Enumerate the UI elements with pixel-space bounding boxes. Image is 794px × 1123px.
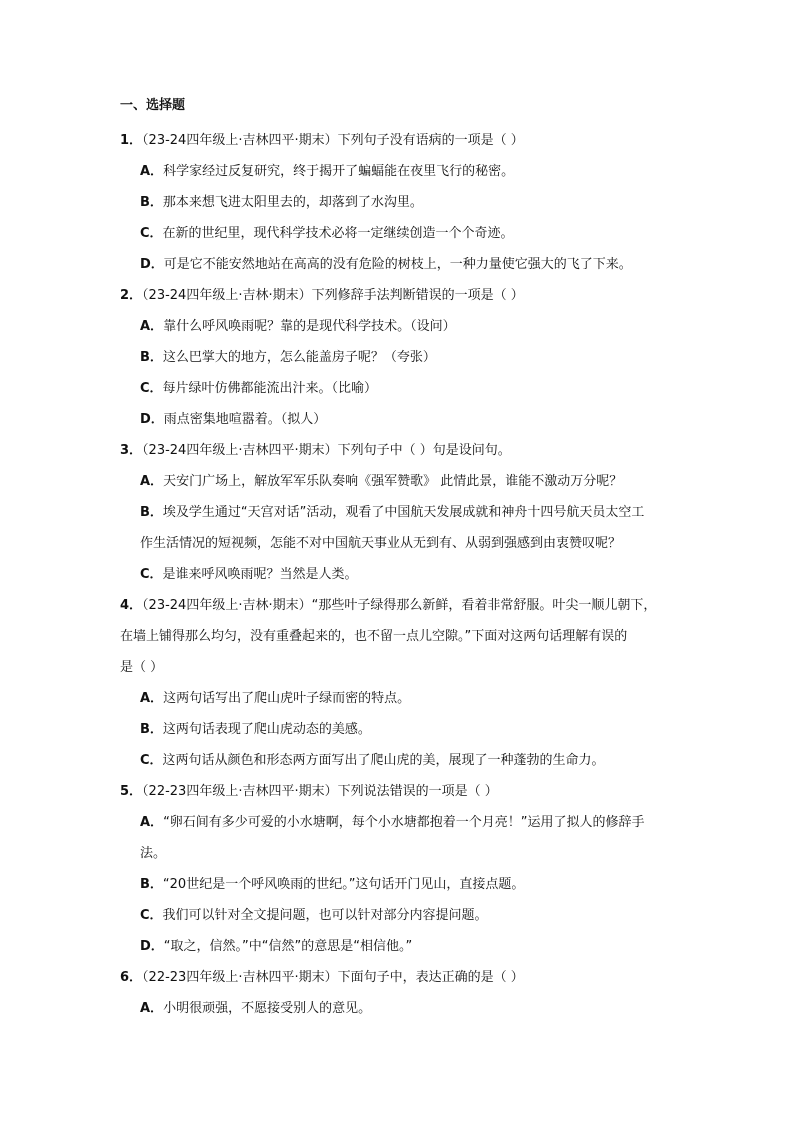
question-source: （23-24四年级上·吉林四平·期末） [142, 443, 338, 458]
option-a [120, 156, 680, 187]
option-text: “20世纪是一个呼风唤雨的世纪。”这句话开门见山，直接点题。 [162, 877, 525, 892]
option-letter: C． [140, 381, 163, 396]
question-source: （22-23四年级上·吉林四平·期末） [142, 970, 338, 985]
question-6 [120, 962, 680, 1024]
option-letter: B． [140, 350, 163, 365]
question-number: 1． [120, 133, 143, 148]
option-c [120, 900, 680, 931]
option-text: 这两句话表现了爬山虎动态的美感。 [162, 722, 371, 737]
option-letter: A． [140, 691, 164, 706]
option-b-continued: 作生活情况的短视频，怎能不对中国航天事业从无到有、从弱到强感到由衷赞叹呢？ [140, 536, 622, 551]
option-a [120, 807, 680, 838]
option-text: 靠什么呼风唤雨呢？靠的是现代科学技术。（设问） [163, 319, 456, 334]
option-letter: C． [140, 226, 163, 241]
option-text: 这么巴掌大的地方，怎么能盖房子呢？（夸张） [162, 350, 436, 365]
question-1 [120, 125, 680, 280]
question-text: “那些叶子绿得那么新鲜，看着非常舒服。叶尖一顺儿朝下， [311, 598, 657, 613]
question-number: 2． [120, 288, 143, 303]
option-text: 科学家经过反复研究，终于揭开了蝙蝠能在夜里飞行的秘密。 [163, 164, 515, 179]
question-source: （23-24四年级上·吉林·期末） [142, 288, 312, 303]
option-b [120, 497, 680, 528]
question-text: 下列修辞手法判断错误的一项是（ ） [311, 288, 524, 303]
question-3 [120, 435, 680, 590]
question-4 [120, 590, 680, 776]
option-letter: A． [140, 474, 164, 489]
question-text: 下列句子中（ ）句是设问句。 [337, 443, 511, 458]
question-stem [120, 776, 680, 807]
question-number: 4． [120, 598, 143, 613]
option-letter: B． [140, 195, 163, 210]
option-text: “取之，信然。”中“信然”的意思是“相信他。” [163, 939, 413, 954]
question-number: 3． [120, 443, 143, 458]
question-number: 5． [120, 784, 143, 799]
option-b [120, 187, 680, 218]
option-letter: A． [140, 1001, 164, 1016]
option-letter: D． [140, 412, 164, 427]
option-letter: C． [140, 753, 163, 768]
option-letter: D． [140, 257, 164, 272]
option-text: 这两句话写出了爬山虎叶子绿而密的特点。 [163, 691, 411, 706]
option-letter: B． [140, 722, 163, 737]
option-b [120, 869, 680, 900]
option-text: 我们可以针对全文提问题，也可以针对部分内容提问题。 [162, 908, 488, 923]
question-text-line-2: 在墙上铺得那么均匀，没有重叠起来的，也不留一点儿空隙。”下面对这两句话理解有误的 [120, 629, 628, 644]
question-source: （23-24四年级上·吉林·期末） [142, 598, 312, 613]
question-text: 下面句子中，表达正确的是（ ） [337, 970, 524, 985]
section-title: 一、选择题 [120, 98, 186, 113]
option-c [120, 373, 680, 404]
option-letter: A． [140, 164, 164, 179]
question-source: （23-24四年级上·吉林四平·期末） [142, 133, 338, 148]
option-a [120, 993, 680, 1024]
option-letter: B． [140, 877, 163, 892]
option-letter: C． [140, 908, 163, 923]
option-a [120, 683, 680, 714]
option-a [120, 311, 680, 342]
option-text: 在新的世纪里，现代科学技术必将一定继续创造一个个奇迹。 [162, 226, 514, 241]
option-c [120, 218, 680, 249]
option-d [120, 404, 680, 435]
option-text: 雨点密集地喧嚣着。（拟人） [163, 412, 327, 427]
question-source: （22-23四年级上·吉林四平·期末） [142, 784, 338, 799]
option-c [120, 745, 680, 776]
option-a-continued: 法。 [140, 846, 167, 861]
question-text-line-3: 是（ ） [120, 660, 164, 675]
option-text: 这两句话从颜色和形态两方面写出了爬山虎的美，展现了一种蓬勃的生命力。 [162, 753, 605, 768]
option-text: 每片绿叶仿佛都能流出汁来。（比喻） [162, 381, 378, 396]
question-text: 下列说法错误的一项是（ ） [337, 784, 498, 799]
option-text: 天安门广场上，解放军军乐队奏响《强军赞歌》 此情此景，谁能不激动万分呢？ [163, 474, 623, 489]
option-letter: C． [140, 567, 163, 582]
option-letter: D． [140, 939, 164, 954]
question-text: 下列句子没有语病的一项是（ ） [337, 133, 524, 148]
option-b [120, 714, 680, 745]
option-letter: B． [140, 505, 163, 520]
option-letter: A． [140, 319, 164, 334]
question-stem [120, 125, 680, 156]
question-stem [120, 962, 680, 993]
option-text: 埃及学生通过“天宫对话”活动，观看了中国航天发展成就和神舟十四号航天员太空工 [162, 505, 645, 520]
question-number: 6． [120, 970, 143, 985]
question-2 [120, 280, 680, 435]
option-d [120, 249, 680, 280]
question-5 [120, 776, 680, 962]
option-text: 那本来想飞进太阳里去的，却落到了水沟里。 [162, 195, 423, 210]
question-stem [120, 280, 680, 311]
question-list [120, 96, 680, 1024]
option-d [120, 931, 680, 962]
option-text: 小明很顽强，不愿接受别人的意见。 [163, 1001, 372, 1016]
option-text: 可是它不能安然地站在高高的没有危险的树枝上，一种力量使它强大的飞了下来。 [163, 257, 632, 272]
question-stem [120, 590, 680, 621]
option-text: 是谁来呼风唤雨呢？当然是人类。 [162, 567, 358, 582]
option-b [120, 342, 680, 373]
option-c [120, 559, 680, 590]
question-stem [120, 435, 680, 466]
option-a [120, 466, 680, 497]
option-letter: A． [140, 815, 164, 830]
option-text: “卵石间有多少可爱的小水塘啊，每个小水塘都抱着一个月亮！”运用了拟人的修辞手 [163, 815, 645, 830]
